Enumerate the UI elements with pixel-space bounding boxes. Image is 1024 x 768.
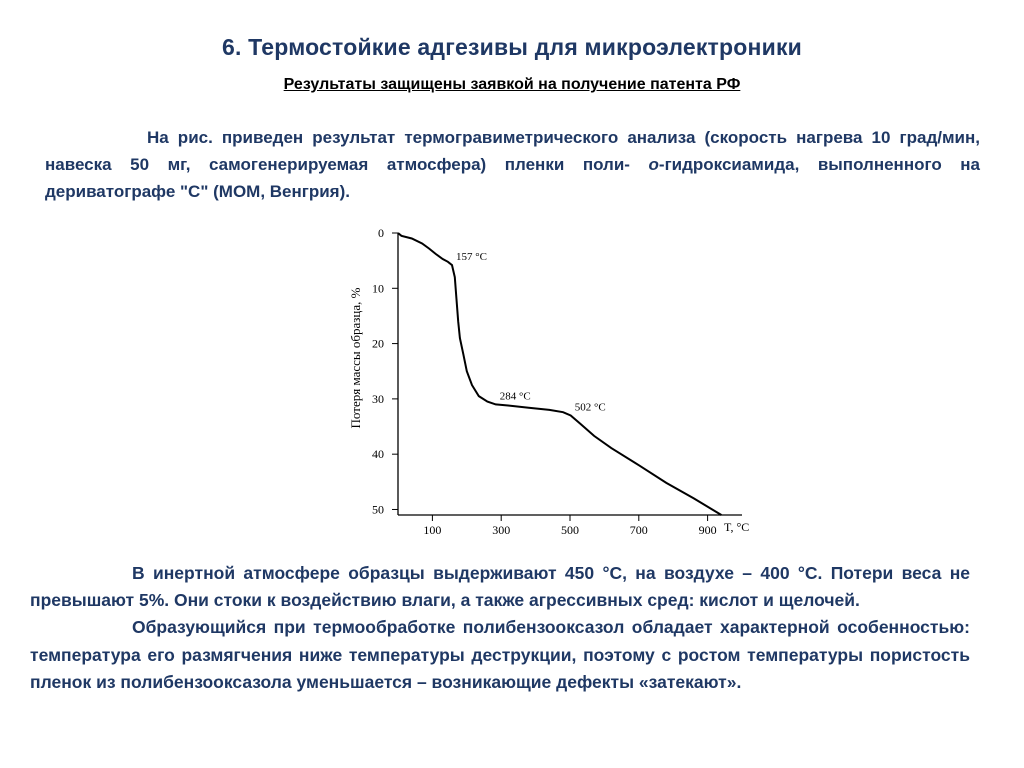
intro-paragraph [45,124,980,205]
paragraph-stability [30,560,970,614]
paragraph-softening-text: Образующийся при термообработке полибензооксазол обладает характерной особенностью: температура его размягчения ниже температуры деструкции, поэтому с ростом температуры пористость пленок из полибензооксазола уменьшается – возникающие дефекты «затекают». [30,617,970,692]
paragraph-stability-text: В инертной атмосфере образцы выдерживают 450 °С, на воздухе – 400 °С. Потери веса не превышают 5%. Они стоки к воздействию влаги, а также агрессивных сред: кислот и щелочей. [30,563,970,611]
y-tick-label: 40 [372,447,384,462]
annotation-label: 157 °C [456,251,488,264]
y-tick-label: 20 [372,336,384,351]
patent-subtitle: Результаты защищены заявкой на получение патента РФ [283,76,741,93]
y-tick-label: 30 [372,391,384,406]
x-tick-label: 700 [629,523,648,537]
body-text [30,560,970,696]
chart-ticks [372,226,717,537]
x-tick-label: 300 [492,523,511,537]
x-tick-label: 100 [423,523,442,537]
intro-text-start: На рис. приведен результат термогравиметрического анализа (скорость нагрева 10 град/мин, навеска 50 мг, самогенерируемая атмосфера) пленки поли- [45,128,980,174]
intro-italic-o: о [648,155,659,174]
y-axis-label: Потеря массы образца, % [348,287,363,429]
tga-curve [398,233,721,515]
chart-annotations [456,251,606,413]
annotation-label: 284 °C [499,390,531,403]
x-axis-label: T, °C [724,520,750,534]
x-tick-label: 500 [561,523,579,537]
y-tick-label: 0 [378,226,384,240]
y-tick-label: 10 [372,281,384,296]
y-tick-label: 50 [372,502,384,517]
intro-text-end: -гидроксиамида, выполненного на дериватографе "С" (МОМ, Венгрия). [45,155,980,201]
paragraph-softening [30,614,970,696]
x-tick-label: 900 [698,523,717,537]
tga-chart [340,218,760,540]
annotation-label: 502 °C [574,401,606,414]
slide-title: 6. Термостойкие адгезивы для микроэлектроники [221,34,802,60]
chart-axes [398,233,742,515]
